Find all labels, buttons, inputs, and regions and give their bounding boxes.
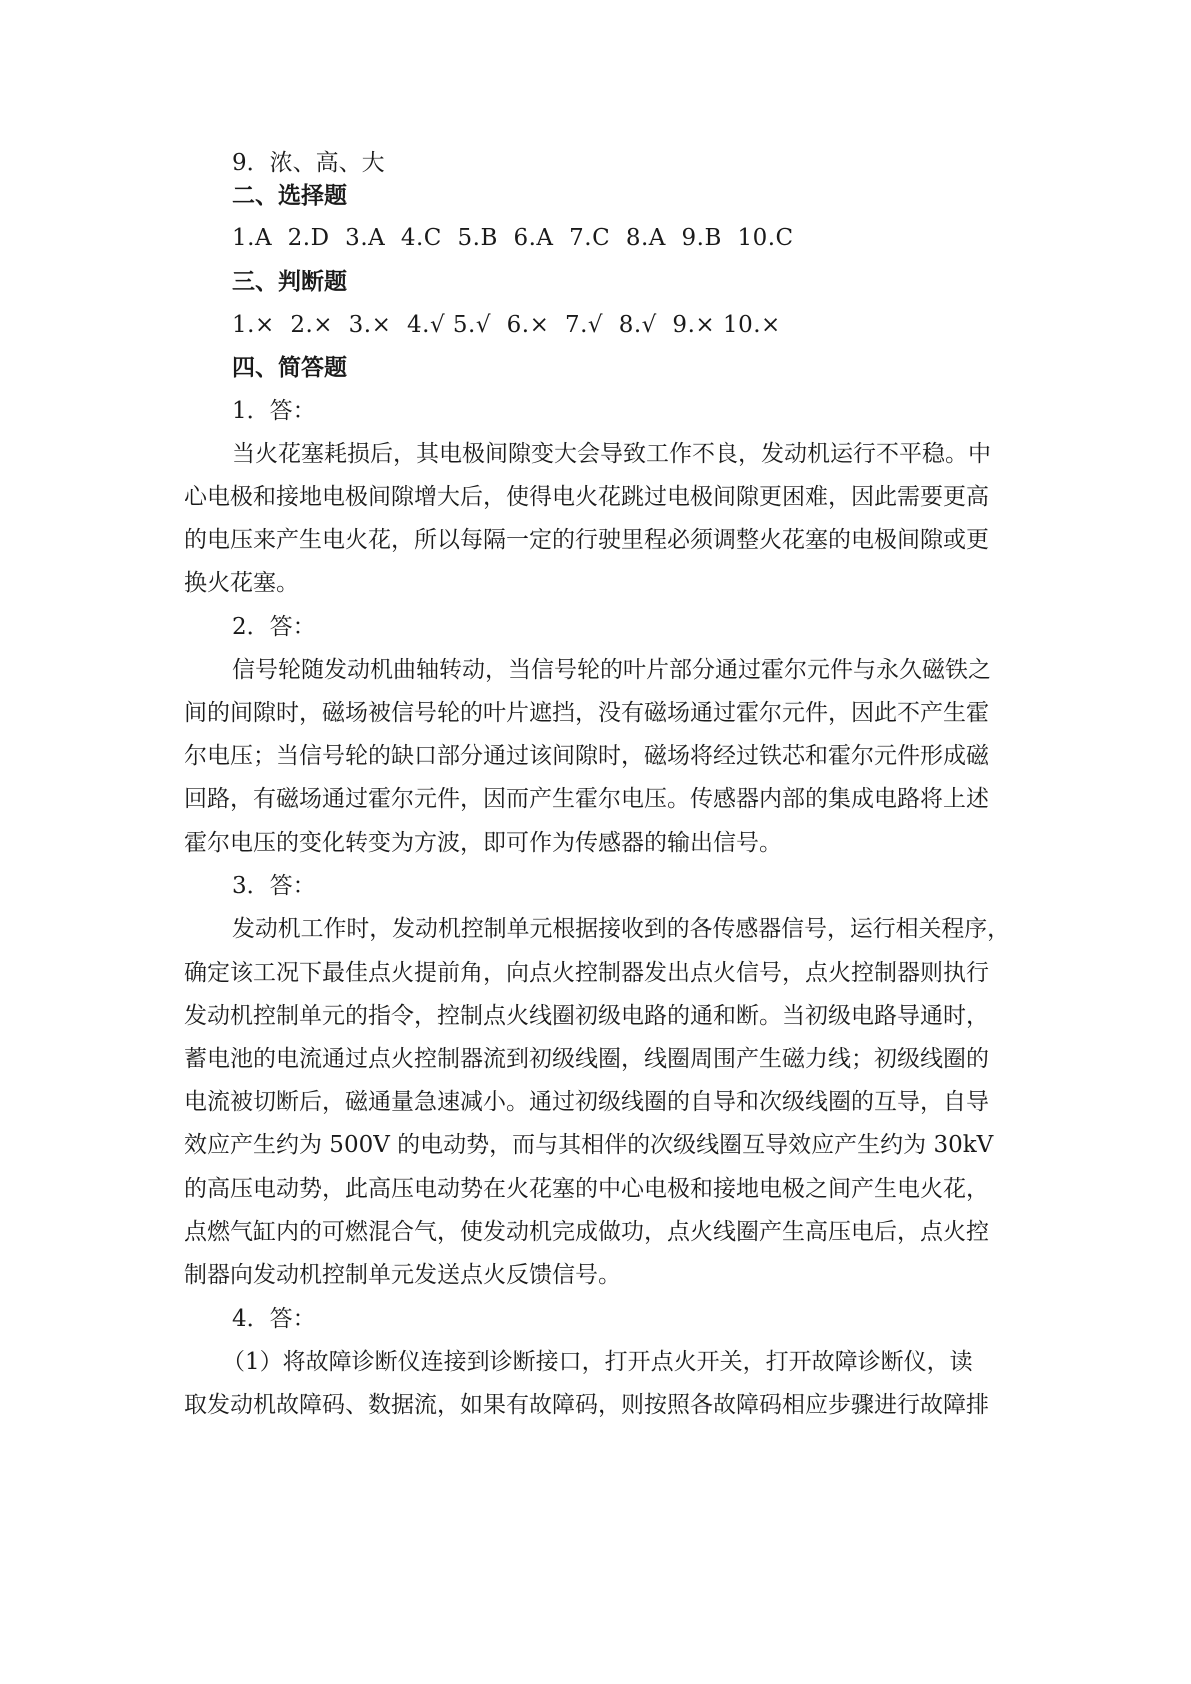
question-label-2: 2．答： (232, 614, 316, 640)
paragraph-line: 取发动机故障码、数据流，如果有故障码，则按照各故障码相应步骤进行故障排 (184, 1392, 989, 1418)
paragraph-line: 点燃气缸内的可燃混合气，使发动机完成做功，点火线圈产生高压电后，点火控 (184, 1219, 989, 1245)
paragraph-line: 霍尔电压的变化转变为方波，即可作为传感器的输出信号。 (184, 830, 782, 856)
paragraph-line: 电流被切断后，磁通量急速减小。通过初级线圈的自导和次级线圈的互导，自导 (184, 1089, 989, 1115)
paragraph-line: 当火花塞耗损后，其电极间隙变大会导致工作不良，发动机运行不平稳。中 (232, 441, 991, 467)
paragraph-line: 制器向发动机控制单元发送点火反馈信号。 (184, 1262, 621, 1288)
judgement-answers: 1.× 2.× 3.× 4.√ 5.√ 6.× 7.√ 8.√ 9.× 10.× (232, 312, 781, 338)
question-label-4: 4．答： (232, 1306, 316, 1332)
paragraph-line: 确定该工况下最佳点火提前角，向点火控制器发出点火信号，点火控制器则执行 (184, 960, 989, 986)
question-label-1: 1．答： (232, 398, 316, 424)
paragraph-line: 换火花塞。 (184, 570, 299, 596)
paragraph-line: 的高压电动势，此高压电动势在火花塞的中心电极和接地电极之间产生电火花， (184, 1176, 989, 1202)
paragraph-line: 回路，有磁场通过霍尔元件，因而产生霍尔电压。传感器内部的集成电路将上述 (184, 786, 989, 812)
section-heading-judgement: 三、判断题 (232, 269, 347, 295)
answer-item-9: 9．浓、高、大 (232, 150, 385, 176)
question-label-3: 3．答： (232, 873, 316, 899)
section-heading-short-answer: 四、简答题 (232, 355, 347, 381)
paragraph-line: 的电压来产生电火花，所以每隔一定的行驶里程必须调整火花塞的电极间隙或更 (184, 527, 989, 553)
paragraph-line: 信号轮随发动机曲轴转动，当信号轮的叶片部分通过霍尔元件与永久磁铁之 (232, 657, 991, 683)
paragraph-line: 尔电压；当信号轮的缺口部分通过该间隙时，磁场将经过铁芯和霍尔元件形成磁 (184, 743, 989, 769)
choice-answers: 1.A 2.D 3.A 4.C 5.B 6.A 7.C 8.A 9.B 10.C (232, 225, 794, 251)
paragraph-line: 发动机控制单元的指令，控制点火线圈初级电路的通和断。当初级电路导通时， (184, 1003, 989, 1029)
paragraph-line: 效应产生约为 500V 的电动势，而与其相伴的次级线圈互导效应产生约为 30kV (184, 1132, 994, 1158)
paragraph-line: 发动机工作时，发动机控制单元根据接收到的各传感器信号，运行相关程序， (232, 916, 1011, 942)
section-heading-choice: 二、选择题 (232, 183, 347, 209)
paragraph-line: （1）将故障诊断仪连接到诊断接口，打开点火开关，打开故障诊断仪，读 (222, 1349, 973, 1375)
paragraph-line: 间的间隙时，磁场被信号轮的叶片遮挡，没有磁场通过霍尔元件，因此不产生霍 (184, 700, 989, 726)
paragraph-line: 心电极和接地电极间隙增大后，使得电火花跳过电极间隙更困难，因此需要更高 (184, 484, 989, 510)
paragraph-line: 蓄电池的电流通过点火控制器流到初级线圈，线圈周围产生磁力线；初级线圈的 (184, 1046, 989, 1072)
